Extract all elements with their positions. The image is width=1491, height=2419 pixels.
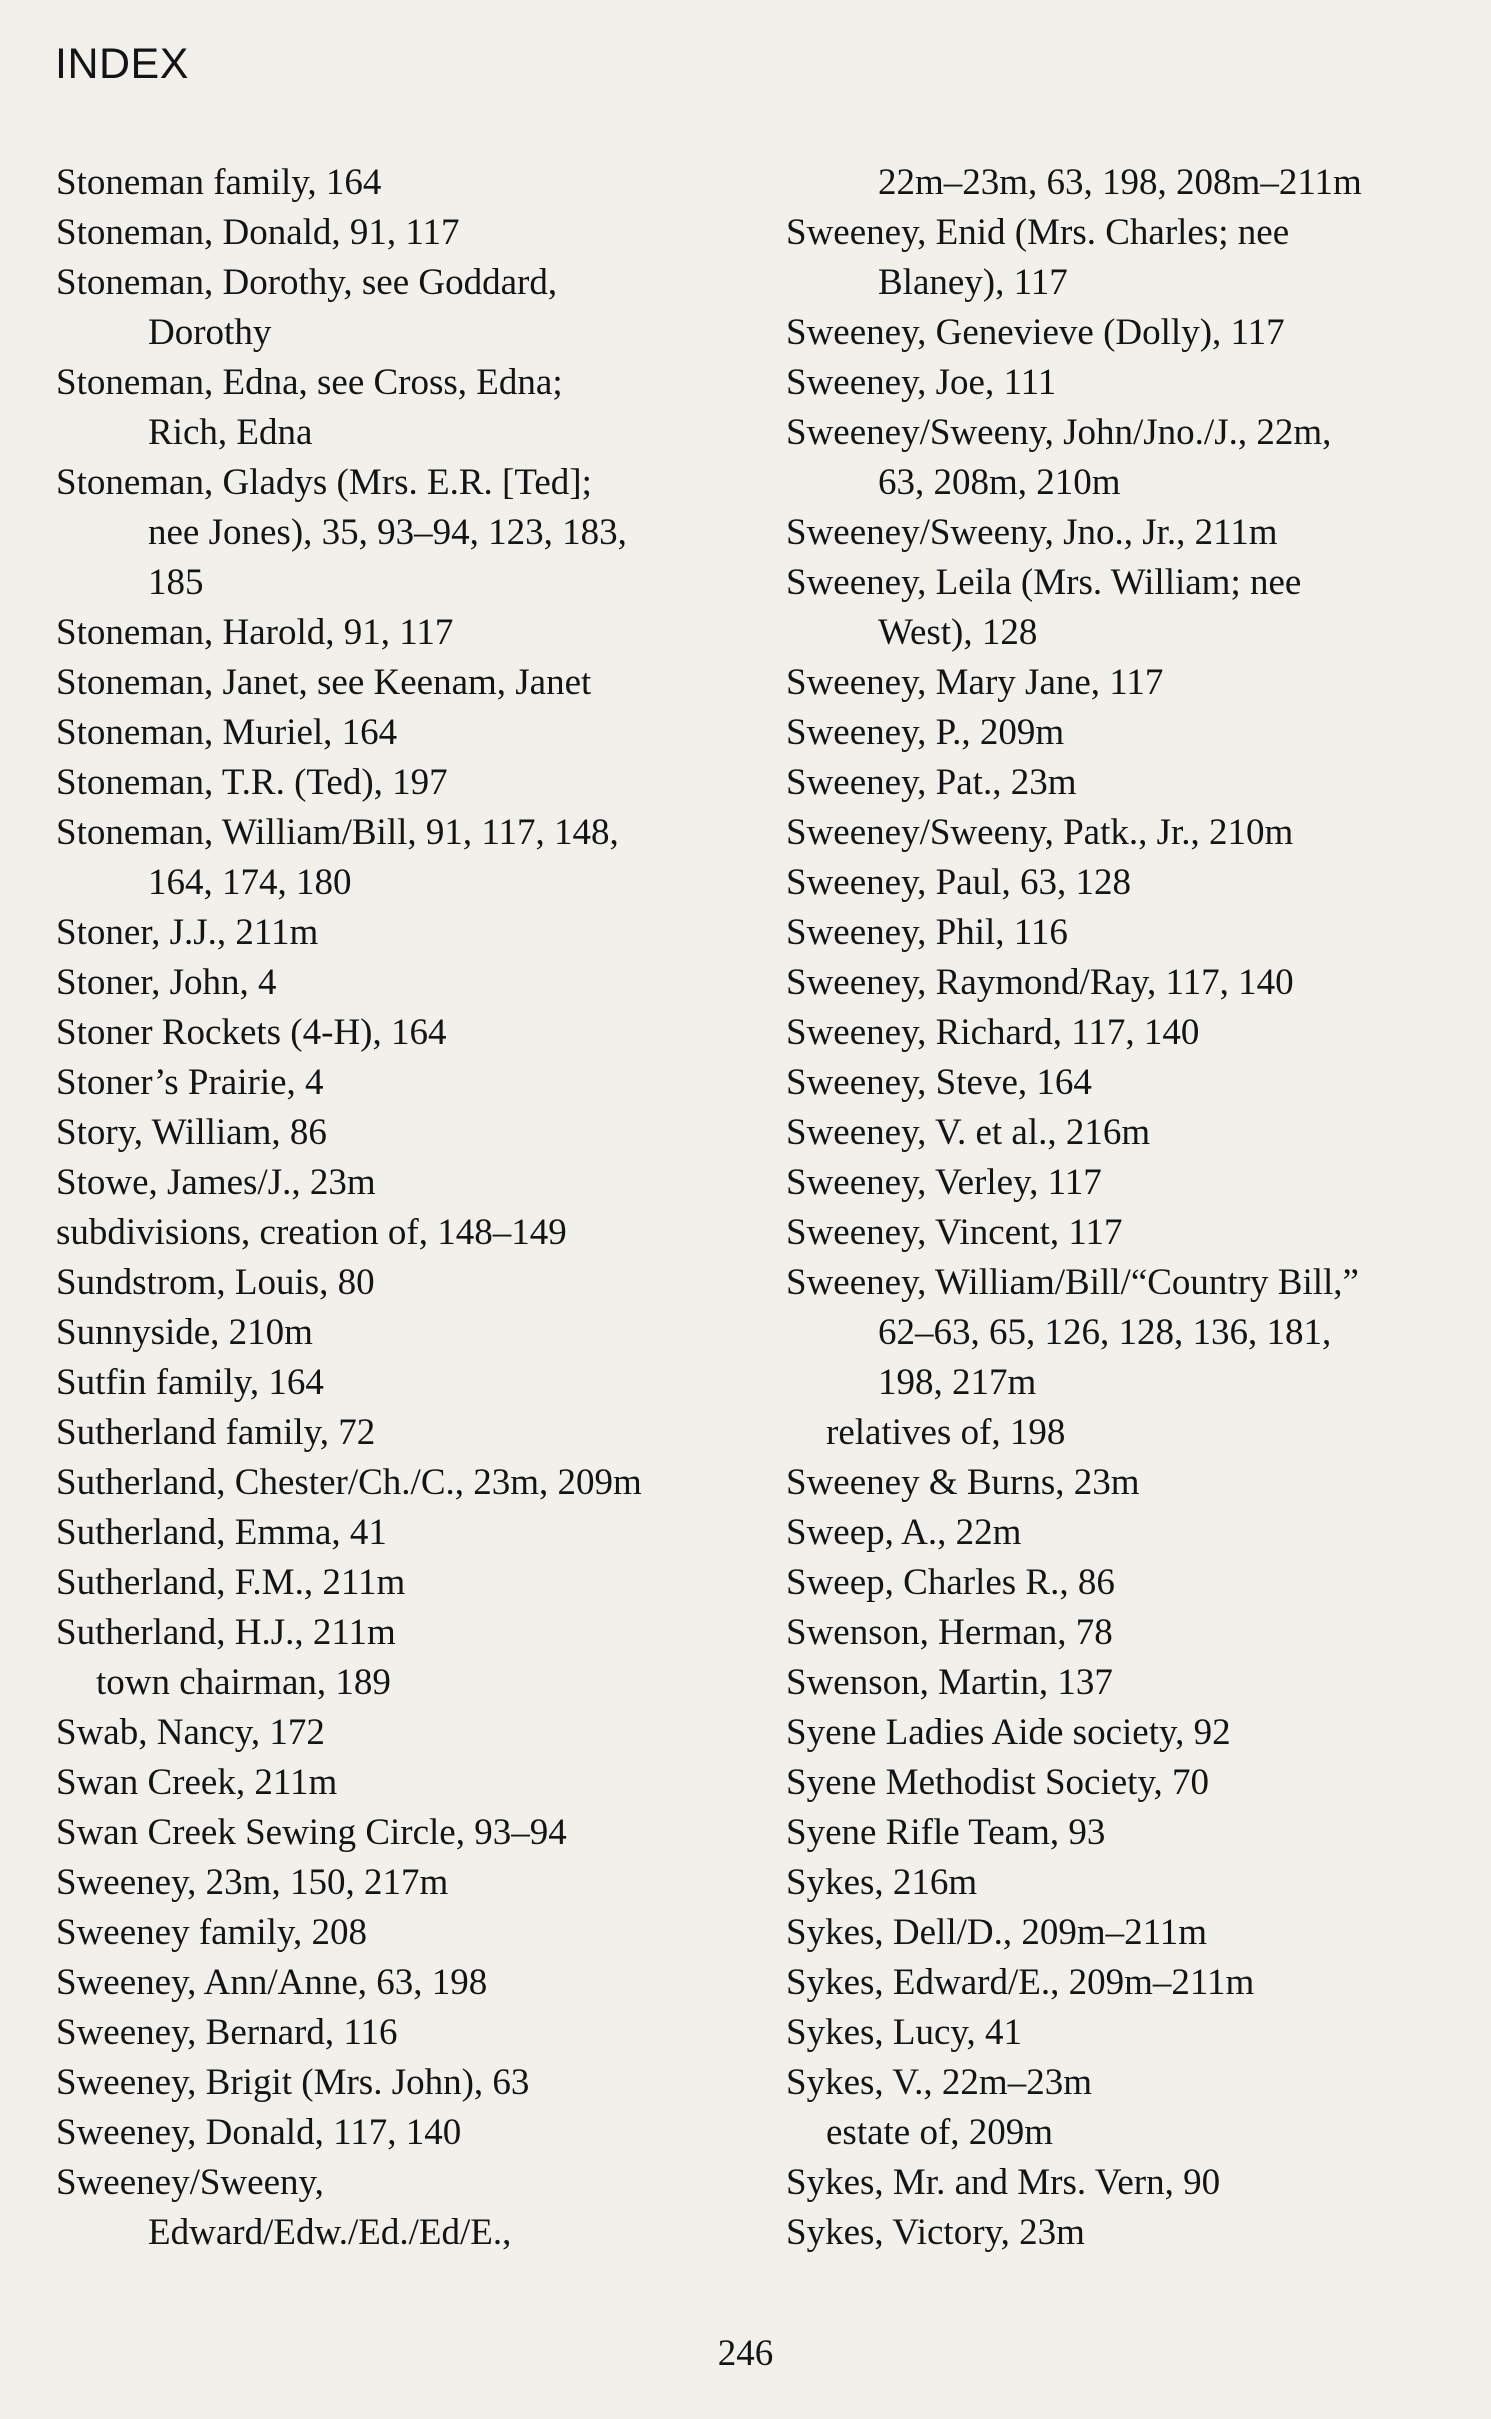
index-entry: 198, 217m (878, 1362, 1037, 1403)
index-entry: Swenson, Martin, 137 (786, 1662, 1113, 1703)
index-subentry: estate of, 209m (826, 2112, 1054, 2153)
index-entry: Sweeney, Vincent, 117 (786, 1212, 1123, 1253)
index-entry: Swenson, Herman, 78 (786, 1612, 1113, 1653)
index-entry: Stoneman family, 164 (56, 162, 382, 203)
index-entry: Swab, Nancy, 172 (56, 1712, 325, 1753)
page-title: INDEX (55, 40, 189, 88)
index-entry: Rich, Edna (148, 412, 313, 453)
index-subentry: relatives of, 198 (826, 1412, 1066, 1453)
index-entry: Stoneman, T.R. (Ted), 197 (56, 762, 448, 803)
index-entry: Stoneman, Donald, 91, 117 (56, 212, 460, 253)
index-entry: Sweeney, V. et al., 216m (786, 1112, 1151, 1153)
index-entry: Stoneman, Dorothy, see Goddard, (56, 262, 558, 303)
index-entry: nee Jones), 35, 93–94, 123, 183, (148, 512, 627, 553)
index-entry: Sweeney, Paul, 63, 128 (786, 862, 1131, 903)
index-entry: Sweeney, 23m, 150, 217m (56, 1862, 449, 1903)
index-entry: Sweeney, Richard, 117, 140 (786, 1012, 1200, 1053)
index-entry: Sweeney, Verley, 117 (786, 1162, 1102, 1203)
index-subentry: town chairman, 189 (96, 1662, 391, 1703)
index-entry: Sweeney/Sweeny, John/Jno./J., 22m, (786, 412, 1332, 453)
index-entry: Sykes, Mr. and Mrs. Vern, 90 (786, 2162, 1221, 2203)
index-entry: Sykes, V., 22m–23m (786, 2062, 1092, 2103)
index-entry: Sykes, Victory, 23m (786, 2212, 1085, 2253)
index-entry: Sykes, Lucy, 41 (786, 2012, 1023, 2053)
index-entry: 164, 174, 180 (148, 862, 352, 903)
index-entry: Sutfin family, 164 (56, 1362, 324, 1403)
index-entry: Sweeney/Sweeny, (56, 2162, 324, 2203)
page-number: 246 (717, 2333, 774, 2374)
index-entry: 62–63, 65, 126, 128, 136, 181, (878, 1312, 1332, 1353)
index-entry: Swan Creek, 211m (56, 1762, 338, 1803)
index-entry: Sweeney, Joe, 111 (786, 362, 1057, 403)
index-entry: Dorothy (148, 312, 272, 353)
index-entry: Stoner Rockets (4-H), 164 (56, 1012, 447, 1053)
index-entry: Sweeney, Raymond/Ray, 117, 140 (786, 962, 1294, 1003)
index-entry: Sweeney, Donald, 117, 140 (56, 2112, 462, 2153)
index-entry: Stoneman, Harold, 91, 117 (56, 612, 454, 653)
index-entry: Sweep, A., 22m (786, 1512, 1022, 1553)
index-entry: Sweeney, Phil, 116 (786, 912, 1068, 953)
index-entry: Sweep, Charles R., 86 (786, 1562, 1115, 1603)
index-entry: Stoneman, Janet, see Keenam, Janet (56, 662, 592, 703)
index-entry: Stoneman, William/Bill, 91, 117, 148, (56, 812, 619, 853)
index-entry: 63, 208m, 210m (878, 462, 1121, 503)
index-entry: Sykes, 216m (786, 1862, 978, 1903)
index-entry: Sundstrom, Louis, 80 (56, 1262, 375, 1303)
index-entry: Sweeney, Bernard, 116 (56, 2012, 398, 2053)
index-entry: Sutherland, Chester/Ch./C., 23m, 209m (56, 1462, 642, 1503)
index-entry: Sweeney, Mary Jane, 117 (786, 662, 1164, 703)
index-entry: Sutherland, H.J., 211m (56, 1612, 396, 1653)
index-entry: Sutherland, Emma, 41 (56, 1512, 387, 1553)
index-entry: Blaney), 117 (878, 262, 1068, 303)
index-entry: Syene Rifle Team, 93 (786, 1812, 1106, 1853)
index-entry: West), 128 (878, 612, 1038, 653)
index-entry: Stoner’s Prairie, 4 (56, 1062, 324, 1103)
index-entry: Syene Ladies Aide society, 92 (786, 1712, 1231, 1753)
index-entry: Sweeney/Sweeny, Jno., Jr., 211m (786, 512, 1278, 553)
index-entry: Edward/Edw./Ed./Ed/E., (148, 2212, 512, 2253)
index-entry: Sweeney/Sweeny, Patk., Jr., 210m (786, 812, 1294, 853)
index-entry: Sykes, Dell/D., 209m–211m (786, 1912, 1208, 1953)
index-entry: Sweeney, Pat., 23m (786, 762, 1077, 803)
index-entry: Stoner, J.J., 211m (56, 912, 319, 953)
index-entry: Sweeney, Steve, 164 (786, 1062, 1092, 1103)
index-entry: Stoneman, Muriel, 164 (56, 712, 398, 753)
index-entry: 185 (148, 562, 204, 603)
index-entry: Sweeney, P., 209m (786, 712, 1065, 753)
index-entry: subdivisions, creation of, 148–149 (56, 1212, 567, 1253)
index-entry: Sweeney & Burns, 23m (786, 1462, 1140, 1503)
index-entry: Sweeney, Leila (Mrs. William; nee (786, 562, 1302, 603)
right-index-column (786, 158, 1486, 2258)
index-entry: Sweeney, William/Bill/“Country Bill,” (786, 1262, 1359, 1303)
index-entry: Stoner, John, 4 (56, 962, 277, 1003)
index-entry: Sweeney, Ann/Anne, 63, 198 (56, 1962, 488, 2003)
index-entry: Sweeney, Enid (Mrs. Charles; nee (786, 212, 1290, 253)
left-index-column (56, 158, 756, 2258)
index-entry: Stoneman, Gladys (Mrs. E.R. [Ted]; (56, 462, 592, 503)
index-entry: Stowe, James/J., 23m (56, 1162, 376, 1203)
index-entry: Sutherland family, 72 (56, 1412, 376, 1453)
index-entry: Sweeney family, 208 (56, 1912, 367, 1953)
index-entry: Story, William, 86 (56, 1112, 327, 1153)
index-entry: Sunnyside, 210m (56, 1312, 313, 1353)
index-entry: Swan Creek Sewing Circle, 93–94 (56, 1812, 567, 1853)
index-entry: 22m–23m, 63, 198, 208m–211m (878, 162, 1362, 203)
index-entry: Stoneman, Edna, see Cross, Edna; (56, 362, 563, 403)
index-entry: Sykes, Edward/E., 209m–211m (786, 1962, 1255, 2003)
index-entry: Syene Methodist Society, 70 (786, 1762, 1210, 1803)
index-entry: Sutherland, F.M., 211m (56, 1562, 406, 1603)
index-entry: Sweeney, Brigit (Mrs. John), 63 (56, 2062, 530, 2103)
index-entry: Sweeney, Genevieve (Dolly), 117 (786, 312, 1285, 353)
